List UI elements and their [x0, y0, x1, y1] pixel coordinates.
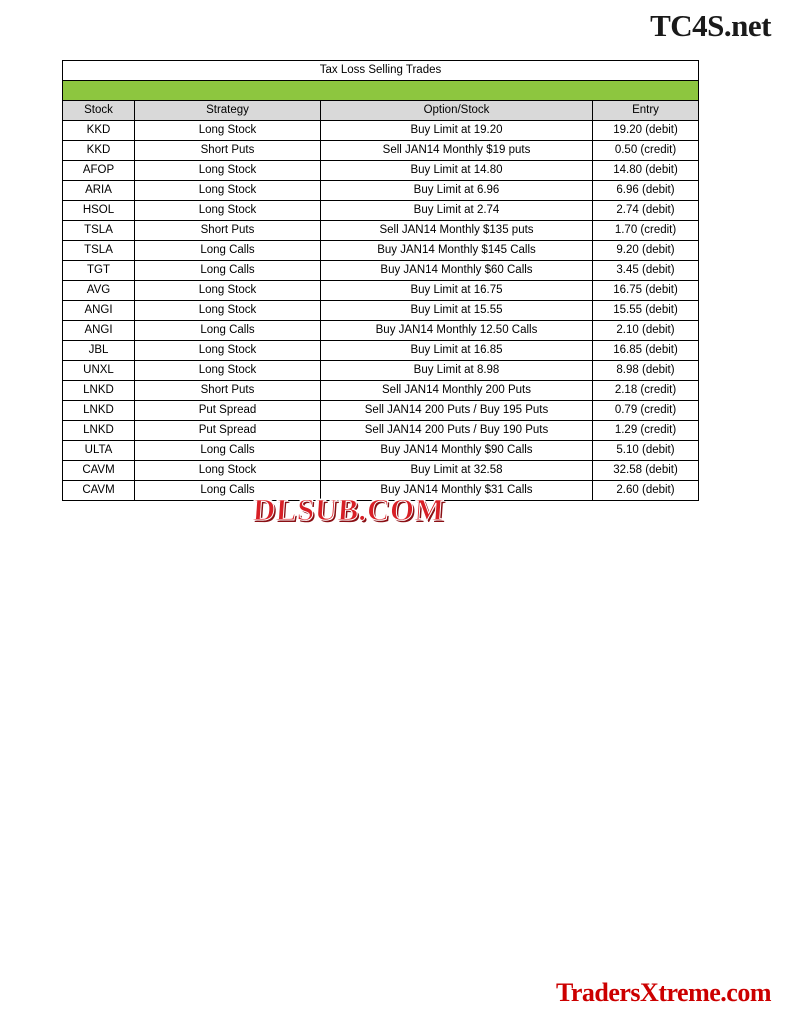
cell-entry: 15.55 (debit) — [593, 301, 699, 321]
cell-option-stock: Buy JAN14 Monthly $31 Calls — [321, 481, 593, 501]
table-row — [63, 461, 699, 481]
cell-strategy: Short Puts — [135, 141, 321, 161]
table-body — [63, 61, 699, 501]
cell-stock: JBL — [63, 341, 135, 361]
cell-entry: 8.98 (debit) — [593, 361, 699, 381]
cell-entry: 3.45 (debit) — [593, 261, 699, 281]
cell-strategy: Long Stock — [135, 301, 321, 321]
cell-strategy: Long Calls — [135, 441, 321, 461]
cell-option-stock: Buy Limit at 16.75 — [321, 281, 593, 301]
cell-strategy: Long Stock — [135, 281, 321, 301]
cell-stock: LNKD — [63, 421, 135, 441]
column-header-option-stock: Option/Stock — [321, 101, 593, 121]
cell-strategy: Put Spread — [135, 421, 321, 441]
cell-entry: 1.29 (credit) — [593, 421, 699, 441]
cell-entry: 16.85 (debit) — [593, 341, 699, 361]
table-row — [63, 181, 699, 201]
cell-strategy: Short Puts — [135, 221, 321, 241]
table-row — [63, 321, 699, 341]
cell-option-stock: Buy JAN14 Monthly $60 Calls — [321, 261, 593, 281]
table-row — [63, 241, 699, 261]
trades-table-container — [62, 60, 698, 501]
cell-option-stock: Buy Limit at 15.55 — [321, 301, 593, 321]
cell-option-stock: Sell JAN14 Monthly $135 puts — [321, 221, 593, 241]
accent-divider-row — [63, 81, 699, 101]
table-row — [63, 481, 699, 501]
cell-option-stock: Buy Limit at 2.74 — [321, 201, 593, 221]
cell-stock: TSLA — [63, 221, 135, 241]
cell-entry: 19.20 (debit) — [593, 121, 699, 141]
cell-stock: CAVM — [63, 461, 135, 481]
cell-strategy: Long Stock — [135, 181, 321, 201]
cell-entry: 2.74 (debit) — [593, 201, 699, 221]
cell-entry: 6.96 (debit) — [593, 181, 699, 201]
cell-entry: 0.79 (credit) — [593, 401, 699, 421]
cell-option-stock: Buy Limit at 16.85 — [321, 341, 593, 361]
cell-stock: ARIA — [63, 181, 135, 201]
cell-strategy: Long Stock — [135, 201, 321, 221]
cell-strategy: Long Stock — [135, 161, 321, 181]
cell-entry: 2.18 (credit) — [593, 381, 699, 401]
cell-strategy: Short Puts — [135, 381, 321, 401]
cell-entry: 0.50 (credit) — [593, 141, 699, 161]
cell-strategy: Long Stock — [135, 341, 321, 361]
cell-stock: UNXL — [63, 361, 135, 381]
cell-entry: 14.80 (debit) — [593, 161, 699, 181]
watermark: DLSUB.COM — [251, 492, 446, 527]
table-row — [63, 341, 699, 361]
cell-strategy: Long Stock — [135, 361, 321, 381]
table-row — [63, 381, 699, 401]
cell-strategy: Long Calls — [135, 481, 321, 501]
tax-loss-selling-trades-table — [62, 60, 699, 501]
cell-option-stock: Buy Limit at 32.58 — [321, 461, 593, 481]
table-row — [63, 421, 699, 441]
cell-entry: 5.10 (debit) — [593, 441, 699, 461]
column-header-entry: Entry — [593, 101, 699, 121]
table-row — [63, 281, 699, 301]
cell-stock: CAVM — [63, 481, 135, 501]
table-row — [63, 201, 699, 221]
cell-entry: 32.58 (debit) — [593, 461, 699, 481]
cell-stock: KKD — [63, 141, 135, 161]
table-row — [63, 301, 699, 321]
cell-stock: AVG — [63, 281, 135, 301]
cell-strategy: Long Stock — [135, 461, 321, 481]
cell-entry: 9.20 (debit) — [593, 241, 699, 261]
cell-strategy: Long Calls — [135, 261, 321, 281]
site-brand-bottom: TradersXtreme.com — [555, 978, 771, 1007]
table-row — [63, 221, 699, 241]
cell-option-stock: Buy Limit at 14.80 — [321, 161, 593, 181]
cell-stock: LNKD — [63, 381, 135, 401]
table-row — [63, 121, 699, 141]
table-row — [63, 161, 699, 181]
cell-stock: ULTA — [63, 441, 135, 461]
accent-bar — [63, 81, 699, 101]
cell-option-stock: Buy Limit at 8.98 — [321, 361, 593, 381]
cell-option-stock: Sell JAN14 Monthly $19 puts — [321, 141, 593, 161]
table-row — [63, 141, 699, 161]
cell-entry: 2.10 (debit) — [593, 321, 699, 341]
cell-option-stock: Buy Limit at 6.96 — [321, 181, 593, 201]
cell-option-stock: Sell JAN14 200 Puts / Buy 190 Puts — [321, 421, 593, 441]
table-title-row — [63, 61, 699, 81]
cell-stock: TGT — [63, 261, 135, 281]
site-brand-top: TC4S.net — [650, 8, 771, 43]
cell-entry: 16.75 (debit) — [593, 281, 699, 301]
cell-stock: HSOL — [63, 201, 135, 221]
cell-strategy: Put Spread — [135, 401, 321, 421]
cell-option-stock: Buy JAN14 Monthly $90 Calls — [321, 441, 593, 461]
cell-strategy: Long Stock — [135, 121, 321, 141]
cell-option-stock: Buy JAN14 Monthly $145 Calls — [321, 241, 593, 261]
cell-entry: 1.70 (credit) — [593, 221, 699, 241]
cell-strategy: Long Calls — [135, 241, 321, 261]
cell-stock: ANGI — [63, 301, 135, 321]
table-row — [63, 361, 699, 381]
table-row — [63, 401, 699, 421]
column-header-stock: Stock — [63, 101, 135, 121]
cell-entry: 2.60 (debit) — [593, 481, 699, 501]
table-row — [63, 441, 699, 461]
table-row — [63, 261, 699, 281]
cell-strategy: Long Calls — [135, 321, 321, 341]
page-title: Tax Loss Selling Trades — [63, 61, 699, 81]
cell-stock: TSLA — [63, 241, 135, 261]
cell-option-stock: Sell JAN14 200 Puts / Buy 195 Puts — [321, 401, 593, 421]
column-header-strategy: Strategy — [135, 101, 321, 121]
cell-stock: AFOP — [63, 161, 135, 181]
table-header-row — [63, 101, 699, 121]
cell-stock: LNKD — [63, 401, 135, 421]
cell-stock: ANGI — [63, 321, 135, 341]
cell-stock: KKD — [63, 121, 135, 141]
cell-option-stock: Buy Limit at 19.20 — [321, 121, 593, 141]
cell-option-stock: Sell JAN14 Monthly 200 Puts — [321, 381, 593, 401]
cell-option-stock: Buy JAN14 Monthly 12.50 Calls — [321, 321, 593, 341]
